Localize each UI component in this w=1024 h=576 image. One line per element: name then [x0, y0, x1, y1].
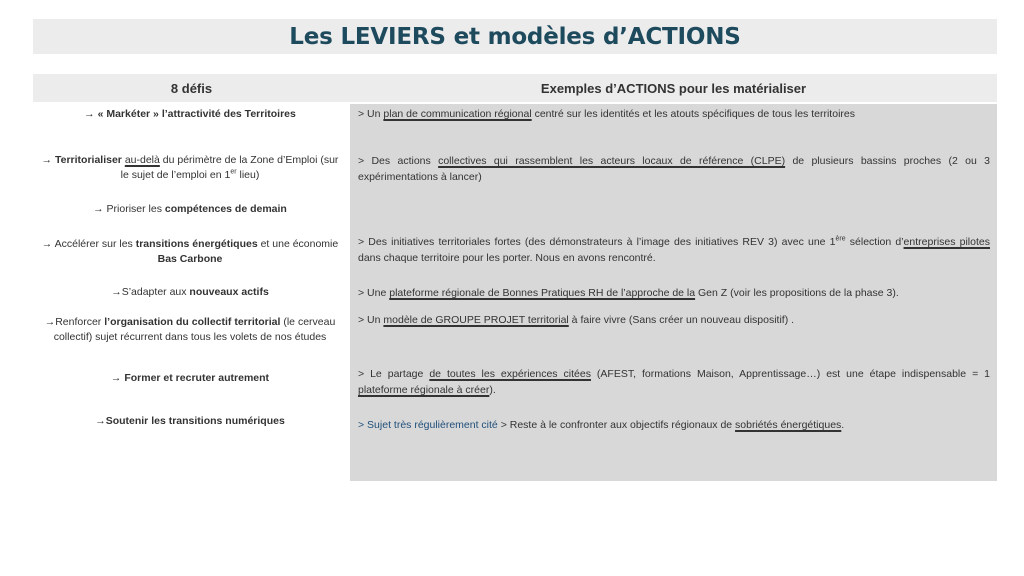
page-title: Les LEVIERS et modèles d’ACTIONS: [289, 23, 741, 50]
action-1: > Un plan de communication régional centré sur les identités et les atouts spécifiques de tous les territoires: [358, 108, 855, 120]
defi-6: →Renforcer l’organisation du collectif territorial (le cerveau collectif) sujet récurrent dans tous les volets de nos études: [44, 316, 336, 343]
column-header-defis: 8 défis: [33, 74, 350, 102]
defi-7: → Former et recruter autrement: [110, 372, 270, 384]
action-2: > Des actions collectives qui rassemblent les acteurs locaux de référence (CLPE) de plusieurs bassins proches (2 ou 3 expérimentations à lancer): [358, 155, 990, 183]
action-5: > Un modèle de GROUPE PROJET territorial à faire vivre (Sans créer un nouveau dispositif) .: [358, 314, 795, 326]
defi-2: → Territorialiser au-delà du périmètre de la Zone d’Emploi (sur le sujet de l’emploi en 1er lieu): [41, 154, 339, 181]
action-4: > Une plateforme régionale de Bonnes Pratiques RH de l’approche de la Gen Z (voir les propositions de la phase 3).: [358, 287, 899, 299]
defi-4: → Accélérer sur les transitions énergétiques et une économie Bas Carbone: [41, 238, 339, 265]
title-bar: [33, 19, 997, 54]
defi-1: → « Markéter » l’attractivité des Territoires: [84, 108, 296, 120]
action-3: > Des initiatives territoriales fortes (des démonstrateurs à l’image des initiatives REV 3) avec une 1ère sélection d’entreprises pilotes dans chaque territoire pour les porter. Nous en avons rencontré.: [358, 235, 990, 264]
action-6: > Le partage de toutes les expériences citées (AFEST, formations Maison, Apprentissage…) est une étape indispensable = 1 plateforme régionale à créer).: [358, 368, 991, 396]
defi-3: → Prioriser les compétences de demain: [93, 203, 287, 215]
column-header-actions: Exemples d’ACTIONS pour les matérialiser: [350, 74, 997, 102]
defi-8: →Soutenir les transitions numériques: [95, 415, 285, 427]
defi-5: →S’adapter aux nouveaux actifs: [111, 286, 269, 298]
action-7: > Sujet très régulièrement cité > Reste à le confronter aux objectifs régionaux de sobriétés énergétiques.: [358, 419, 845, 431]
